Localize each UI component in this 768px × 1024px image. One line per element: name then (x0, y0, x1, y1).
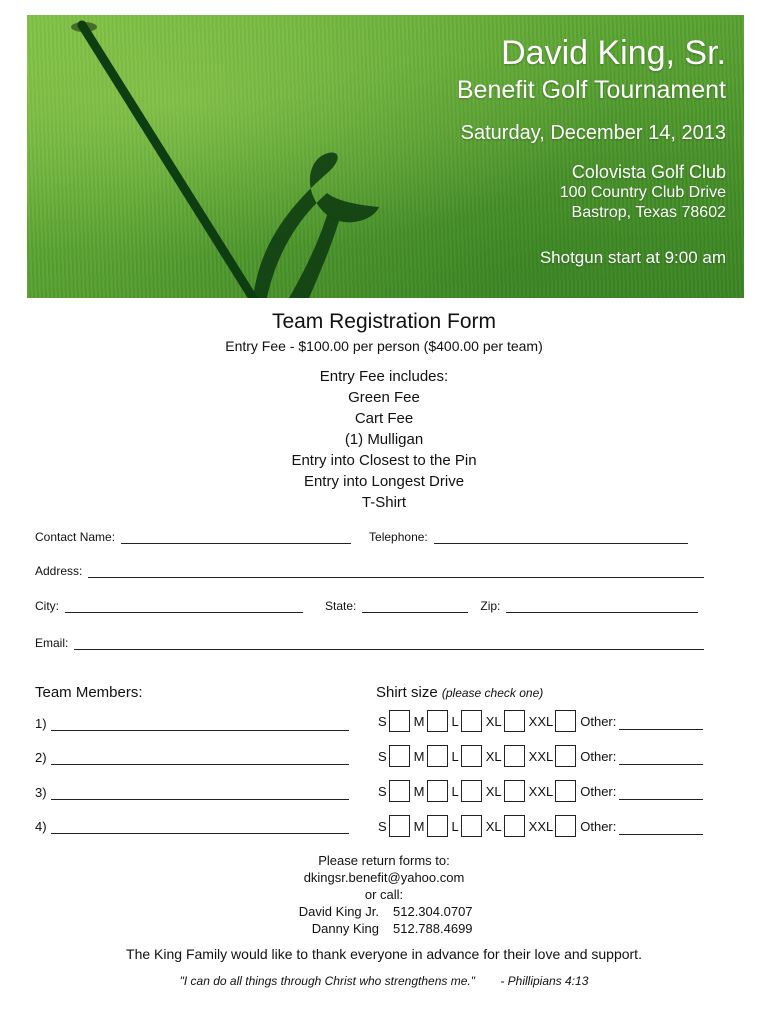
includes-title: Entry Fee includes: (319, 368, 449, 385)
size-other-label: Other: (580, 748, 617, 764)
size-other-field[interactable] (619, 752, 703, 765)
size-s-label: S (378, 748, 387, 764)
size-xxl-label: XXL (528, 748, 554, 764)
contact-name-field[interactable] (121, 531, 351, 544)
size-l-checkbox[interactable] (461, 745, 482, 767)
size-m-checkbox[interactable] (427, 745, 448, 767)
member-number: 3) (35, 785, 47, 800)
size-xl-label: XL (485, 748, 502, 764)
size-xxl-checkbox[interactable] (555, 745, 576, 767)
contact-row (35, 530, 688, 544)
includes-item: (1) Mulligan (344, 431, 424, 448)
team-members-label: Team Members: (35, 684, 143, 701)
telephone-field[interactable] (434, 531, 688, 544)
includes-item: Cart Fee (354, 410, 414, 427)
size-m-label: M (413, 713, 425, 729)
member-name-field[interactable] (51, 752, 349, 765)
size-other-field[interactable] (619, 822, 703, 835)
size-s-label: S (378, 713, 387, 729)
quote-text: "I can do all things through Christ who strengthens me." (179, 974, 475, 988)
header-banner (27, 15, 744, 298)
size-m-checkbox[interactable] (427, 780, 448, 802)
size-l-label: L (451, 713, 459, 729)
contact-person-name: Danny King (311, 921, 379, 936)
team-member-row (35, 716, 349, 731)
size-xl-checkbox[interactable] (504, 780, 525, 802)
size-s-checkbox[interactable] (389, 710, 410, 732)
size-xl-label: XL (485, 713, 502, 729)
shirt-size-row (378, 815, 703, 837)
size-xxl-checkbox[interactable] (555, 815, 576, 837)
contact-person (0, 903, 768, 920)
includes-item: T-Shirt (361, 494, 407, 511)
size-s-checkbox[interactable] (389, 815, 410, 837)
member-number: 4) (35, 819, 47, 834)
return-email[interactable]: dkingsr.benefit@yahoo.com (303, 870, 465, 885)
state-label: State: (325, 599, 357, 613)
shirt-size-row (378, 780, 703, 802)
address-label: Address: (35, 564, 83, 578)
size-m-checkbox[interactable] (427, 815, 448, 837)
event-title: Benefit Golf Tournament (456, 76, 726, 104)
size-xl-label: XL (485, 818, 502, 834)
shirt-size-heading (376, 684, 543, 701)
size-xl-label: XL (485, 783, 502, 799)
address-row (35, 564, 704, 578)
size-s-checkbox[interactable] (389, 745, 410, 767)
contact-person-phone: 512.788.4699 (393, 921, 473, 936)
size-xl-checkbox[interactable] (504, 815, 525, 837)
entry-fee: Entry Fee - $100.00 per person ($400.00 per team) (225, 338, 543, 354)
member-name-field[interactable] (51, 787, 349, 800)
start-time: Shotgun start at 9:00 am (539, 248, 726, 267)
size-m-label: M (413, 818, 425, 834)
contact-person-phone: 512.304.0707 (393, 904, 473, 919)
state-field[interactable] (362, 600, 468, 613)
size-xxl-label: XXL (528, 818, 554, 834)
address-field[interactable] (88, 565, 704, 578)
includes-item: Entry into Longest Drive (303, 473, 465, 490)
size-m-checkbox[interactable] (427, 710, 448, 732)
team-member-row (35, 750, 349, 765)
contact-name-label: Contact Name: (35, 530, 116, 544)
bible-quote (0, 974, 768, 988)
size-xl-checkbox[interactable] (504, 710, 525, 732)
email-row (35, 636, 704, 650)
size-m-label: M (413, 748, 425, 764)
venue-address-line1: 100 Country Club Drive (559, 184, 726, 201)
or-call: or call: (364, 887, 404, 902)
size-xxl-label: XXL (528, 713, 554, 729)
size-s-checkbox[interactable] (389, 780, 410, 802)
member-name-field[interactable] (51, 821, 349, 834)
size-l-checkbox[interactable] (461, 780, 482, 802)
includes-item: Green Fee (348, 389, 420, 406)
size-other-label: Other: (580, 713, 617, 729)
size-other-label: Other: (580, 783, 617, 799)
size-other-field[interactable] (619, 717, 703, 730)
shirt-size-row (378, 710, 703, 732)
size-other-label: Other: (580, 818, 617, 834)
telephone-label: Telephone: (369, 530, 428, 544)
return-info (0, 852, 768, 937)
size-s-label: S (378, 783, 387, 799)
size-xxl-checkbox[interactable] (555, 710, 576, 732)
city-label: City: (35, 599, 59, 613)
form-title: Team Registration Form (271, 310, 497, 333)
team-member-row (35, 785, 349, 800)
size-l-label: L (451, 783, 459, 799)
size-xl-checkbox[interactable] (504, 745, 525, 767)
size-l-checkbox[interactable] (461, 815, 482, 837)
size-l-checkbox[interactable] (461, 710, 482, 732)
size-xxl-checkbox[interactable] (555, 780, 576, 802)
size-m-label: M (413, 783, 425, 799)
size-l-label: L (451, 748, 459, 764)
team-member-row (35, 819, 349, 834)
honoree-name: David King, Sr. (501, 34, 726, 72)
city-field[interactable] (65, 600, 303, 613)
email-label: Email: (35, 636, 69, 650)
zip-label: Zip: (480, 599, 501, 613)
size-other-field[interactable] (619, 787, 703, 800)
event-date: Saturday, December 14, 2013 (460, 122, 726, 144)
venue-address-line2: Bastrop, Texas 78602 (571, 204, 726, 221)
quote-reference: - Phillipians 4:13 (500, 974, 589, 988)
fee-includes-list (0, 366, 768, 513)
venue-name: Colovista Golf Club (571, 162, 726, 182)
member-number: 1) (35, 716, 47, 731)
member-name-field[interactable] (51, 718, 349, 731)
size-s-label: S (378, 818, 387, 834)
city-state-zip-row (35, 599, 698, 613)
shirt-size-row (378, 745, 703, 767)
shirt-size-note: (please check one) (441, 686, 544, 700)
zip-field[interactable] (506, 600, 698, 613)
email-field[interactable] (74, 637, 704, 650)
contact-person (0, 920, 768, 937)
banner-text (457, 33, 726, 269)
member-number: 2) (35, 750, 47, 765)
shirt-size-label: Shirt size (376, 684, 438, 701)
size-l-label: L (451, 818, 459, 834)
includes-item: Entry into Closest to the Pin (291, 452, 477, 469)
size-xxl-label: XXL (528, 783, 554, 799)
return-line: Please return forms to: (318, 853, 450, 868)
contact-person-name: David King Jr. (298, 904, 379, 919)
thank-you-note: The King Family would like to thank everyone in advance for their love and support. (126, 946, 642, 962)
